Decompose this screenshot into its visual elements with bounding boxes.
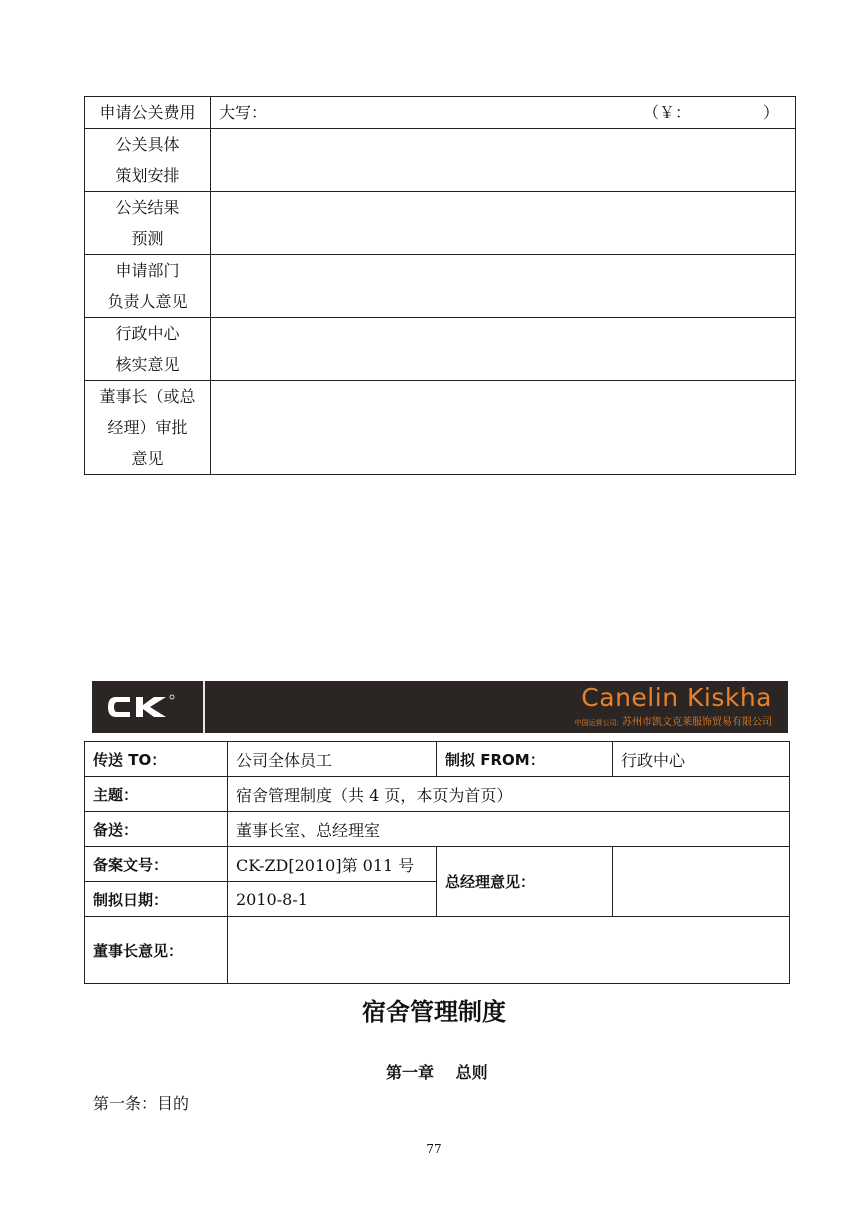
cc-label: 备送： [85, 812, 228, 847]
gm-opinion-label: 总经理意见： [437, 847, 613, 917]
chairman-opinion-field[interactable] [228, 917, 790, 984]
chairman-approval-label: 董事长（或总 经理）审批 意见 [85, 381, 211, 475]
date-label: 制拟日期： [85, 882, 228, 917]
banner-divider [203, 681, 205, 733]
ck-logo [106, 693, 188, 721]
to-label: 传送 TO： [85, 742, 228, 777]
memo-header-table [84, 741, 790, 984]
chapter-heading: 第一章 总则 [386, 1063, 488, 1082]
admin-center-opinion-field[interactable] [211, 318, 796, 381]
expected-result-field[interactable] [211, 192, 796, 255]
expense-application-table [84, 96, 796, 475]
date-value: 2010-8-1 [228, 882, 437, 917]
operator-company: 苏州市凯文克莱服饰贸易有限公司 [622, 717, 772, 728]
subject-label: 主题： [85, 777, 228, 812]
brand-name: Canelin Kiskha [581, 683, 772, 712]
article-heading: 第一条：目的 [93, 1094, 190, 1113]
page-number: 77 [426, 1142, 442, 1156]
plan-arrangement-label: 公关具体 策划安排 [85, 129, 211, 192]
plan-arrangement-field[interactable] [211, 129, 796, 192]
gm-opinion-field[interactable] [613, 847, 790, 917]
document-title: 宿舍管理制度 [362, 998, 506, 1026]
cc-value: 董事长室、总经理室 [228, 812, 790, 847]
department-head-opinion-field[interactable] [211, 255, 796, 318]
expected-result-label: 公关结果 预测 [85, 192, 211, 255]
chairman-opinion-label: 董事长意见： [85, 917, 228, 984]
from-value: 行政中心 [613, 742, 790, 777]
operator-line [574, 713, 772, 728]
operator-prefix: 中国运营公司: [574, 719, 619, 727]
company-banner [92, 681, 788, 733]
amount-in-figures-label: （￥： ） [642, 103, 779, 122]
file-number-value: CK-ZD[2010]第 011 号 [228, 847, 437, 882]
from-label: 制拟 FROM： [437, 742, 613, 777]
chairman-approval-field[interactable] [211, 381, 796, 475]
amount-in-words-label: 大写： [219, 103, 268, 122]
expense-amount-cell[interactable] [211, 97, 796, 129]
subject-value: 宿舍管理制度（共 4 页，本页为首页） [228, 777, 790, 812]
to-value: 公司全体员工 [228, 742, 437, 777]
admin-center-opinion-label: 行政中心 核实意见 [85, 318, 211, 381]
department-head-opinion-label: 申请部门 负责人意见 [85, 255, 211, 318]
file-number-label: 备案文号： [85, 847, 228, 882]
expense-label: 申请公关费用 [85, 97, 211, 129]
